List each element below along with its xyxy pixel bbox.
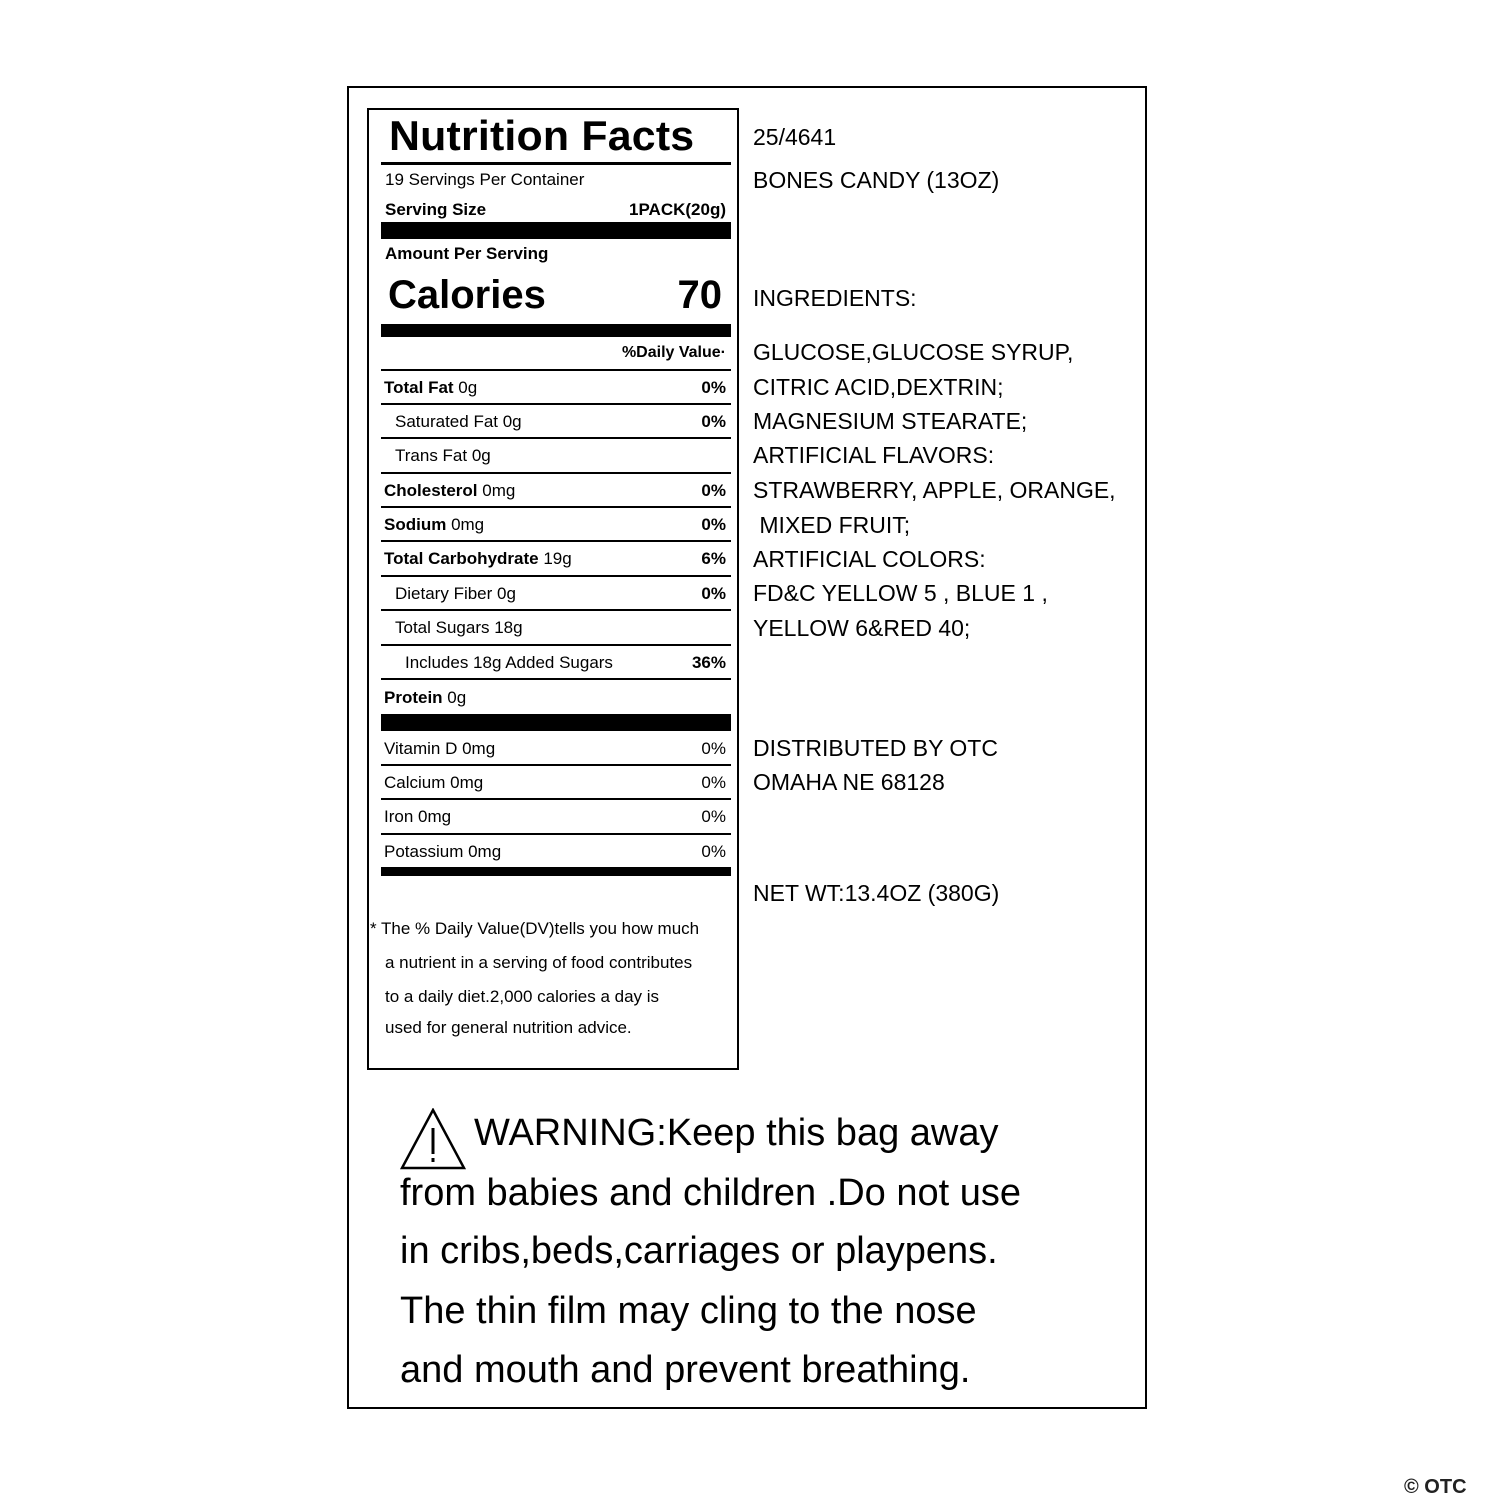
nutrient-dv: 0%: [701, 481, 726, 500]
nutrient-dv: 36%: [691, 653, 726, 672]
nutrient-name: Saturated Fat 0g: [395, 412, 522, 431]
row-divider: [381, 472, 731, 474]
nutrient-dv: 0%: [701, 584, 726, 603]
ingredients-line: STRAWBERRY, APPLE, ORANGE,: [753, 477, 1116, 503]
product-name: BONES CANDY (13OZ): [753, 167, 1000, 193]
otc-watermark: © OTC: [1404, 1476, 1467, 1498]
thick-rule-bottom: [381, 867, 731, 876]
nutrient-name: Sodium: [384, 515, 447, 534]
nutrient-row-total-fat: [381, 372, 731, 406]
ingredients-line: ARTIFICIAL COLORS:: [753, 546, 986, 572]
nutrient-row-total-carbohydrate: [381, 543, 731, 577]
thick-rule-top: [381, 222, 731, 239]
nutrient-name: Cholesterol: [384, 481, 478, 500]
vitamin-name: Vitamin D 0mg: [384, 739, 496, 758]
nutrient-name: Protein: [384, 688, 443, 707]
warning-lead: WARNING:: [474, 1112, 667, 1154]
nutrient-amount: 19g: [538, 549, 572, 568]
nutrient-name: Includes 18g Added Sugars: [405, 653, 613, 672]
thick-rule-vitamins: [381, 714, 731, 731]
row-divider: [381, 833, 731, 835]
warning-line: in cribs,beds,carriages or playpens.: [400, 1230, 998, 1272]
vitamin-row-calcium: [381, 767, 731, 801]
daily-value-header: %Daily Value·: [621, 344, 726, 361]
ingredients-line: MAGNESIUM STEARATE;: [753, 408, 1028, 434]
row-divider: [381, 540, 731, 542]
footnote-line: to a daily diet.2,000 calories a day is: [385, 987, 660, 1006]
nutrient-amount: 0g: [442, 688, 467, 707]
nutrient-amount: 0mg: [446, 515, 485, 534]
vitamin-name: Potassium 0mg: [384, 842, 502, 861]
vitamin-dv: 0%: [701, 807, 726, 826]
ingredients-line: YELLOW 6&RED 40;: [753, 615, 971, 641]
nutrient-row-added-sugars: [381, 647, 731, 681]
calories-value: 70: [677, 273, 722, 317]
distributor-line: DISTRIBUTED BY OTC: [753, 735, 998, 761]
footnote-line: * The % Daily Value(DV)tells you how much: [370, 919, 700, 938]
row-divider: [381, 403, 731, 405]
product-code: 25/4641: [753, 124, 837, 150]
dv-rule: [381, 369, 731, 371]
ingredients-heading: INGREDIENTS:: [753, 285, 917, 311]
vitamin-row-iron: [381, 801, 731, 835]
nutrient-dv: 0%: [701, 378, 726, 397]
ingredients-line: FD&C YELLOW 5 , BLUE 1 ,: [753, 580, 1048, 606]
nutrient-dv: 6%: [701, 549, 726, 568]
ingredients-line: CITRIC ACID,DEXTRIN;: [753, 374, 1004, 400]
row-divider: [381, 644, 731, 646]
row-divider: [381, 798, 731, 800]
row-divider: [381, 764, 731, 766]
nutrient-name: Total Fat: [384, 378, 454, 397]
nutrient-name: Trans Fat 0g: [395, 446, 491, 465]
nutrient-row-dietary-fiber: [381, 578, 731, 612]
vitamin-name: Calcium 0mg: [384, 773, 484, 792]
warning-line: and mouth and prevent breathing.: [400, 1349, 971, 1391]
ingredients-line: GLUCOSE,GLUCOSE SYRUP,: [753, 339, 1074, 365]
nutrient-row-saturated-fat: [381, 406, 731, 440]
vitamin-row-potassium: [381, 836, 731, 870]
distributor-line: OMAHA NE 68128: [753, 769, 945, 795]
title-rule: [381, 162, 731, 165]
ingredients-line: MIXED FRUIT;: [753, 512, 911, 538]
row-divider: [381, 437, 731, 439]
warning-line: from babies and children .Do not use: [400, 1172, 1022, 1214]
thick-rule-calories: [381, 324, 731, 337]
calories-label: Calories: [388, 273, 546, 317]
nutrient-dv: 0%: [701, 515, 726, 534]
vitamin-dv: 0%: [701, 842, 726, 861]
footnote-line: used for general nutrition advice.: [385, 1018, 632, 1037]
nutrient-name: Dietary Fiber 0g: [395, 584, 516, 603]
footnote-line: a nutrient in a serving of food contributes: [385, 953, 693, 972]
nutrient-amount: 0mg: [477, 481, 516, 500]
nutrient-amount: 0g: [453, 378, 478, 397]
nutrient-row-total-sugars: [381, 612, 731, 646]
nutrient-dv: 0%: [701, 412, 726, 431]
nutrient-row-trans-fat: [381, 440, 731, 474]
serving-size-label: Serving Size: [385, 200, 487, 219]
warning-triangle-icon: [400, 1108, 466, 1170]
serving-size-value: 1PACK(20g): [629, 200, 726, 219]
vitamin-row-vitamin-d: [381, 733, 731, 767]
nutrition-facts-title: Nutrition Facts: [389, 112, 695, 159]
nutrient-name: Total Sugars 18g: [395, 618, 523, 637]
amount-per-serving: Amount Per Serving: [385, 244, 549, 263]
warning-line: The thin film may cling to the nose: [400, 1290, 977, 1332]
servings-per-container: 19 Servings Per Container: [385, 170, 585, 189]
warning-first-line: [474, 1112, 998, 1155]
vitamin-name: Iron 0mg: [384, 807, 452, 826]
warning-line: Keep this bag away: [666, 1112, 999, 1154]
ingredients-line: ARTIFICIAL FLAVORS:: [753, 442, 995, 468]
nutrient-name: Total Carbohydrate: [384, 549, 539, 568]
nutrient-row-protein: [381, 682, 731, 716]
vitamin-dv: 0%: [701, 773, 726, 792]
row-divider: [381, 575, 731, 577]
row-divider: [381, 506, 731, 508]
vitamin-dv: 0%: [701, 739, 726, 758]
row-divider: [381, 609, 731, 611]
nutrient-row-sodium: [381, 509, 731, 543]
row-divider: [381, 678, 731, 680]
nutrient-row-cholesterol: [381, 475, 731, 509]
net-weight: NET WT:13.4OZ (380G): [753, 880, 1000, 906]
